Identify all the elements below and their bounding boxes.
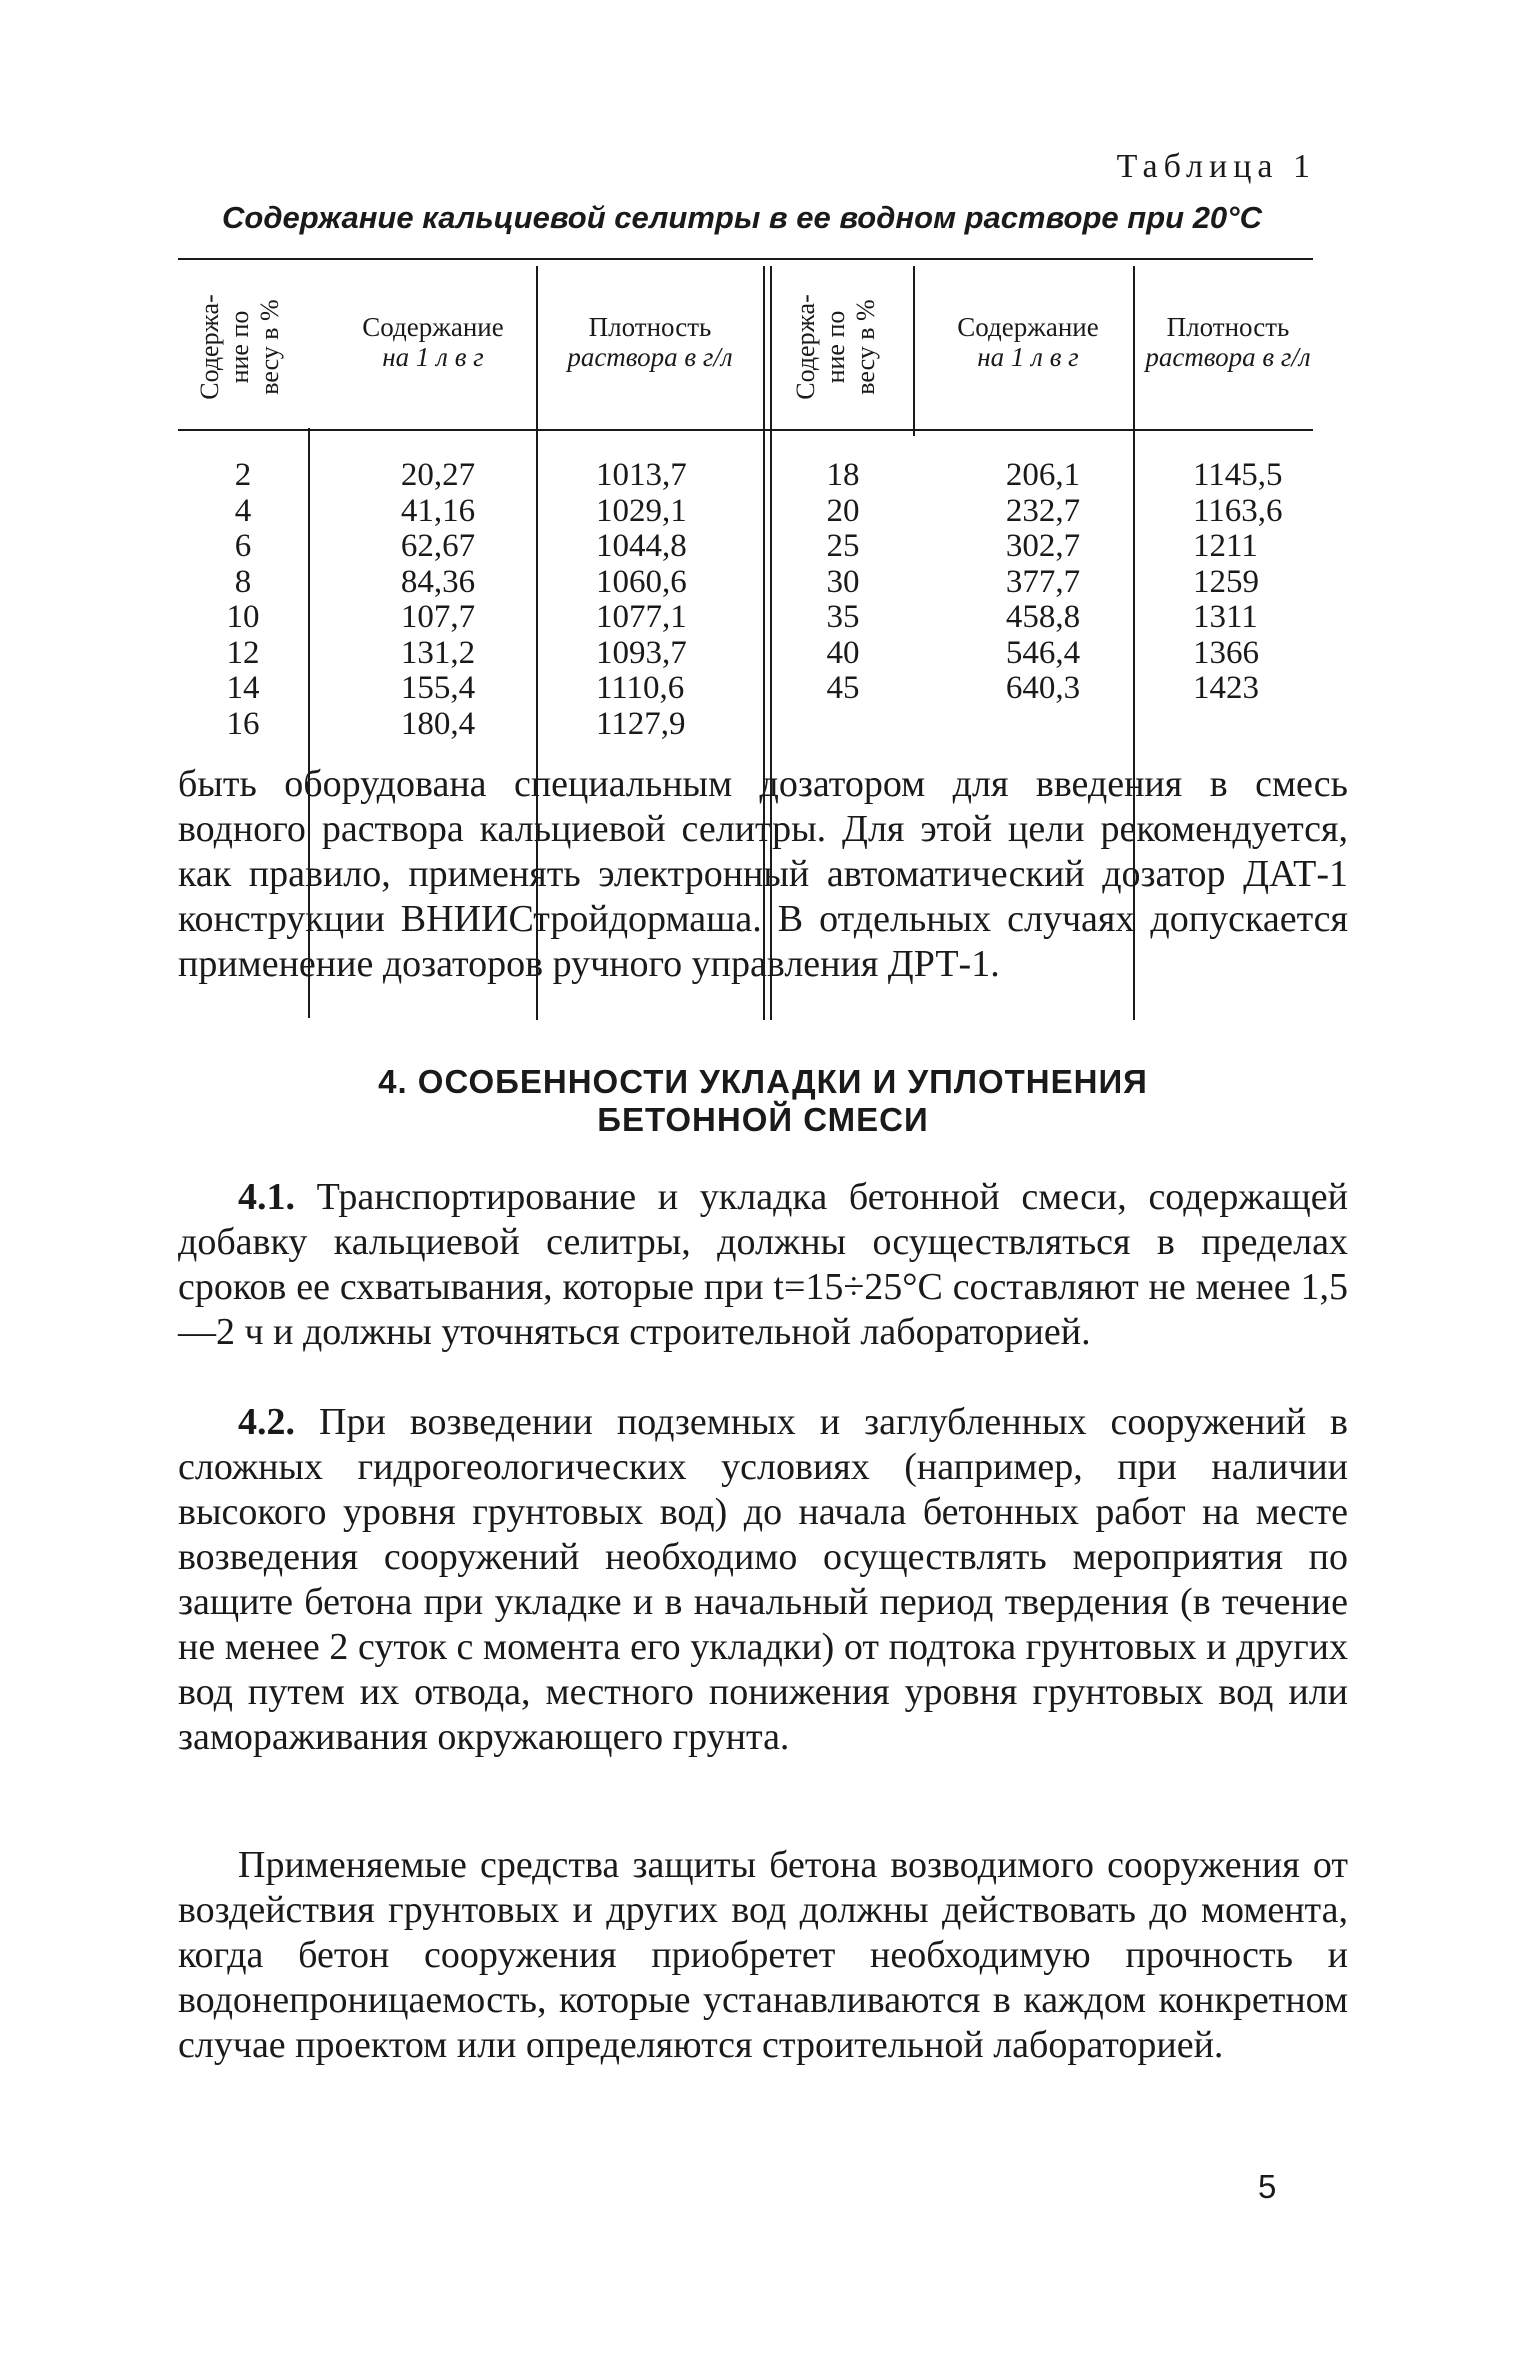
table-cell: 155,4: [400, 670, 476, 706]
table-cell: 40: [826, 634, 860, 671]
table-cell: 20,27: [400, 457, 476, 493]
table-cell: 131,2: [400, 634, 476, 671]
column-percent-left: [198, 458, 288, 742]
column-grams-left: [363, 458, 513, 742]
column-percent-right: [793, 458, 893, 707]
section-heading: 4. ОСОБЕННОСТИ УКЛАДКИ И УПЛОТНЕНИЯ БЕТОННОЙ СМЕСИ: [378, 1063, 1148, 1138]
table-number: Таблица 1: [1116, 148, 1316, 185]
table-cell: 41,16: [400, 492, 476, 529]
header-content-per-liter-2: Содержание на 1 л в г: [957, 312, 1099, 372]
table-cell: 232,7: [1005, 492, 1081, 529]
table-cell: 14: [226, 670, 260, 706]
table-cell: 2: [234, 457, 252, 493]
table-top-rule: [178, 258, 1313, 260]
table-cell: 84,36: [400, 563, 476, 600]
table-cell: 1060,6: [596, 563, 687, 600]
table-cell: 458,8: [1005, 599, 1081, 635]
table-cell: 1211: [1193, 528, 1258, 564]
clause-4-1: 4.1. Транспортирование и укладка бетонной смеси, содержащей добавку кальциевой селитры, должны осуществляться в пределах сроков ее схватывания, которые при t=15÷25°С составляют не менее 1,5—2 ч и должны уточняться строительной лабораторией.: [178, 1176, 1348, 1353]
table-cell: 546,4: [1005, 634, 1081, 671]
table-cell: 206,1: [1005, 457, 1081, 493]
table-cell: 6: [234, 528, 252, 564]
table-cell: 10: [226, 599, 260, 635]
table-cell: 1259: [1193, 563, 1259, 600]
table-cell: 8: [234, 563, 252, 600]
table-cell: 12: [226, 634, 260, 671]
table-cell: 640,3: [1005, 670, 1081, 706]
header-content-by-weight: Содержа- ние по весу в %: [195, 294, 284, 400]
header-content-by-weight-2: Содержа- ние по весу в %: [791, 294, 880, 400]
paragraph-protection: Применяемые средства защиты бетона возводимого сооружения от воздействия грунтовых и других вод должны действовать до момента, когда бетон сооружения приобретет необходимую прочность и водонепроницаемость, которые устанавливаются в каждом конкретном случае проектом или определяются строительной лабораторией.: [178, 1844, 1348, 2066]
table-cell: 1029,1: [596, 492, 687, 529]
table-title: Содержание кальциевой селитры в ее водном растворе при 20°С: [222, 200, 1262, 235]
table-cell: 107,7: [400, 599, 476, 635]
table-header-rule: [178, 429, 1313, 431]
table-cell: 18: [826, 457, 860, 493]
table-cell: 62,67: [400, 528, 476, 564]
table-cell: 20: [826, 492, 860, 529]
table-cell: 1423: [1193, 670, 1259, 706]
column-divider: [913, 266, 915, 436]
clause-4-2: 4.2. При возведении подземных и заглубленных сооружений в сложных гидрогеологических условиях (например, при наличии высокого уровня грунтовых вод) до начала бетонных работ на месте возведения сооружений необходимо осуществлять мероприятия по защите бетона при укладке и в начальный период твердения (в течение не менее 2 суток с момента его укладки) от подтока грунтовых и других вод путем их отвода, местного понижения уровня грунтовых вод или замораживания окружающего грунта.: [178, 1401, 1348, 1758]
clause-number: 4.2.: [238, 1401, 295, 1443]
table-cell: 377,7: [1005, 563, 1081, 600]
table-cell: 1093,7: [596, 634, 687, 671]
column-grams-right: [968, 458, 1118, 707]
table-cell: 1127,9: [596, 705, 686, 742]
table-cell: 1366: [1193, 634, 1259, 671]
column-density-left: [596, 458, 746, 742]
table-cell: 4: [234, 492, 252, 529]
table-cell: 1077,1: [596, 599, 687, 635]
paragraph-continued: быть оборудована специальным дозатором для введения в смесь водного раствора кальциевой селитры. Для этой цели рекомендуется, как правило, применять электронный автоматический дозатор ДАТ-1 конструкции ВНИИСтройдормаша. В отдельных случаях допускается применение дозаторов ручного управления ДРТ-1.: [178, 763, 1348, 985]
table-cell: 1163,6: [1193, 492, 1283, 529]
header-density: Плотность раствора в г/л: [567, 312, 733, 372]
table-cell: 30: [826, 563, 860, 600]
table-cell: 302,7: [1005, 528, 1081, 564]
table-cell: 25: [826, 528, 860, 564]
clause-number: 4.1.: [238, 1176, 295, 1218]
header-content-per-liter: Содержание на 1 л в г: [362, 312, 504, 372]
header-density-2: Плотность раствора в г/л: [1145, 312, 1311, 372]
table-cell: 16: [226, 705, 260, 742]
table-cell: 1044,8: [596, 528, 687, 564]
table-cell: 1110,6: [596, 670, 685, 706]
table-cell: 1145,5: [1193, 457, 1283, 493]
table-cell: 35: [826, 599, 860, 635]
table-cell: 180,4: [400, 705, 476, 742]
page-number: 5: [1258, 2168, 1277, 2205]
table-cell: 1311: [1193, 599, 1258, 635]
table-cell: 45: [826, 670, 860, 706]
column-density-right: [1193, 458, 1313, 707]
table-cell: 1013,7: [596, 457, 687, 493]
